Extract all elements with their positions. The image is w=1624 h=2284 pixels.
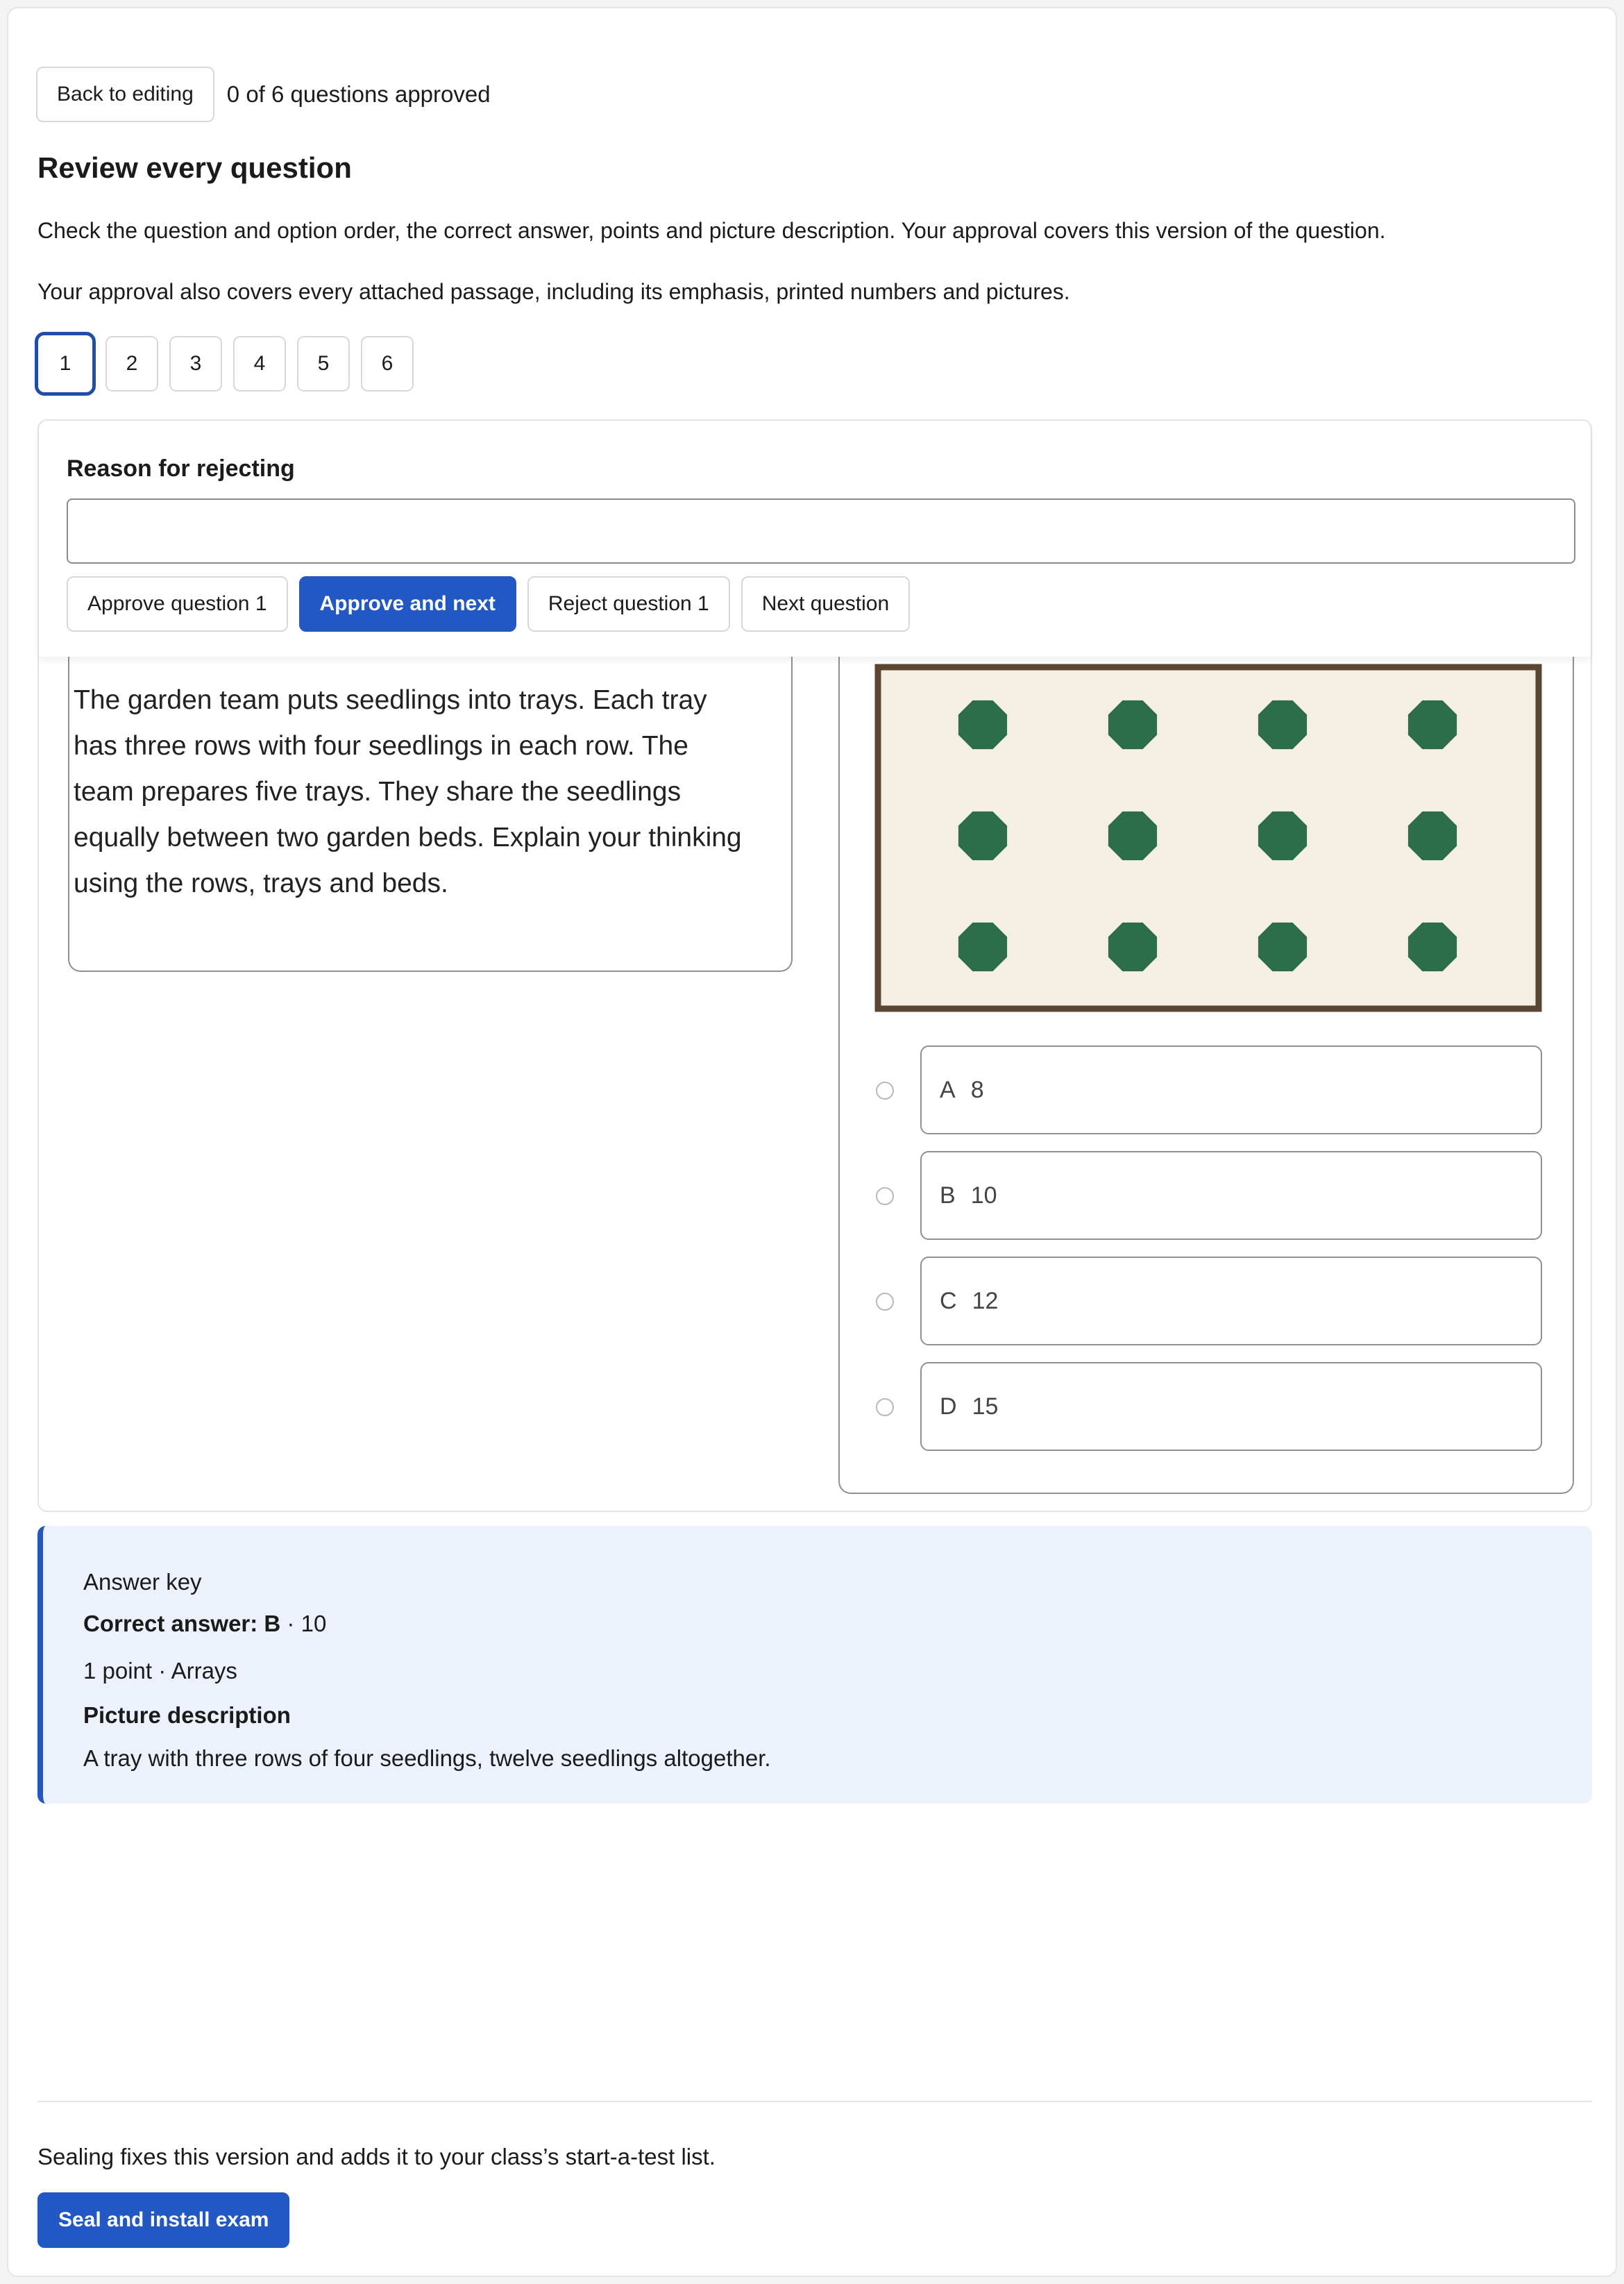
reject-reason-label: Reason for rejecting xyxy=(67,455,295,482)
seedling xyxy=(1108,812,1157,860)
option-c-box[interactable] xyxy=(920,1257,1542,1345)
reject-question-button[interactable]: Reject question 1 xyxy=(527,576,730,632)
seedling xyxy=(1408,700,1457,749)
question-navigator xyxy=(39,336,414,392)
approve-and-next-button[interactable]: Approve and next xyxy=(299,576,516,632)
seedling xyxy=(1108,923,1157,971)
question-stem: The garden team puts seedlings into trays. Each tray has three rows with four seedlings in each row. The team prepares five trays. They share the seedlings equally between two garden beds. Explain your thinking using the rows, trays and beds. xyxy=(74,685,742,898)
seedling xyxy=(1258,923,1307,971)
option-b-radio[interactable] xyxy=(876,1187,894,1205)
question-nav-4[interactable]: 4 xyxy=(233,336,286,392)
review-actions xyxy=(67,576,910,632)
seal-and-install-button[interactable]: Seal and install exam xyxy=(37,2192,289,2248)
footer-divider xyxy=(37,2101,1592,2102)
seedling xyxy=(1408,812,1457,860)
option-row-d[interactable] xyxy=(876,1362,1542,1451)
seedling xyxy=(958,700,1007,749)
seal-note: Sealing fixes this version and adds it to your class’s start-a-test list. xyxy=(37,2144,716,2169)
question-nav-6[interactable]: 6 xyxy=(361,336,414,392)
review-actions-panel xyxy=(39,421,1591,657)
option-letter: C xyxy=(940,1287,957,1314)
option-row-c[interactable] xyxy=(876,1257,1542,1345)
option-value: 8 xyxy=(970,1076,984,1103)
top-toolbar xyxy=(36,67,491,122)
option-value: 12 xyxy=(972,1287,999,1314)
page-title: Review every question xyxy=(37,151,352,184)
option-d-box[interactable] xyxy=(920,1362,1542,1451)
picture-description-title: Picture description xyxy=(83,1702,291,1728)
intro-text: Check the question and option order, the correct answer, points and picture description. Your approval covers this version of the question. xyxy=(37,218,1386,243)
reject-reason-input[interactable] xyxy=(67,498,1575,564)
question-nav-5[interactable]: 5 xyxy=(297,336,350,392)
review-page xyxy=(7,7,1617,2277)
points-and-topic: 1 point · Arrays xyxy=(83,1658,237,1683)
intro-passage-text: Your approval also covers every attached passage, including its emphasis, printed numbers and pictures. xyxy=(37,279,1070,304)
correct-answer-label: Correct answer: B xyxy=(83,1611,281,1636)
seedling xyxy=(958,812,1007,860)
option-letter: B xyxy=(940,1182,956,1209)
seedling xyxy=(1108,700,1157,749)
seedling xyxy=(1408,923,1457,971)
question-card xyxy=(37,419,1592,1512)
option-b-box[interactable] xyxy=(920,1151,1542,1240)
option-value: 15 xyxy=(972,1393,999,1420)
answer-key-title: Answer key xyxy=(83,1569,202,1595)
option-a-box[interactable] xyxy=(920,1046,1542,1134)
option-value: 10 xyxy=(970,1182,997,1209)
option-d-radio[interactable] xyxy=(876,1398,894,1416)
option-row-b[interactable] xyxy=(876,1151,1542,1240)
next-question-button[interactable]: Next question xyxy=(741,576,910,632)
option-letter: D xyxy=(940,1393,957,1420)
option-row-a[interactable] xyxy=(876,1046,1542,1134)
correct-answer xyxy=(83,1611,326,1637)
approve-question-button[interactable]: Approve question 1 xyxy=(67,576,288,632)
seedling xyxy=(1258,812,1307,860)
seedling xyxy=(958,923,1007,971)
back-to-editing-button[interactable]: Back to editing xyxy=(36,67,214,122)
seedling-tray-figure xyxy=(874,664,1542,1012)
correct-answer-value: · 10 xyxy=(280,1611,327,1636)
approval-progress-text: 0 of 6 questions approved xyxy=(226,81,491,107)
question-nav-3[interactable]: 3 xyxy=(169,336,222,392)
option-c-radio[interactable] xyxy=(876,1293,894,1311)
option-a-radio[interactable] xyxy=(876,1082,894,1100)
seedling xyxy=(1258,700,1307,749)
option-letter: A xyxy=(940,1076,956,1103)
answer-key-panel xyxy=(37,1526,1592,1804)
question-nav-2[interactable]: 2 xyxy=(105,336,158,392)
question-nav-1[interactable]: 1 xyxy=(35,332,96,396)
picture-description: A tray with three rows of four seedlings, twelve seedlings altogether. xyxy=(83,1745,771,1771)
